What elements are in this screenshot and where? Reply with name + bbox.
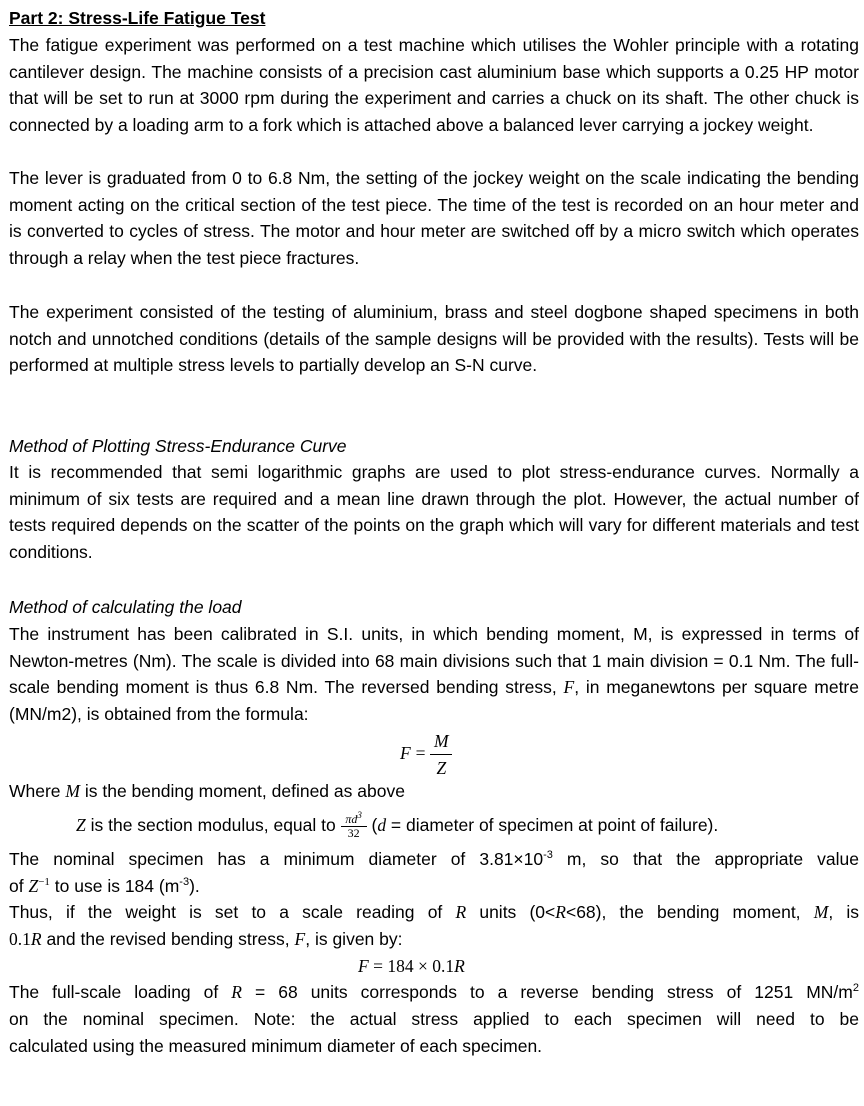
paragraph-experiment: The experiment consisted of the testing of aluminium, brass and steel dogbone shaped specimens in both notch and unnotched conditions (details of the sample designs will be provided with the results). Tests will be performed at multiple stress levels to partially develop an S-N curve. bbox=[9, 302, 859, 376]
full-scale-line-1: The full-scale loading of R = 68 units corresponds to a reverse bending stress of 1251 $MN/m^2$ bbox=[9, 982, 859, 1002]
full-scale-line-2: on the nominal specimen. Note: the actual stress applied to each specimen will need to be bbox=[9, 1009, 859, 1029]
paragraph-machine: The fatigue experiment was performed on a test machine which utilises the Wohler principle with a rotating cantilever design. The machine consists of a precision cast aluminium base which supports a 0.25 HP motor that will be set to run at 3000 rpm during the experiment and carries a chuck on its shaft. The other chuck is connected by a loading arm to a fork which is attached above a balanced lever carrying a jockey weight. bbox=[9, 35, 859, 135]
section-modulus-line: Z is the section modulus, equal to $\frac{\pi d^3}{32}$ (d = diameter of specimen at point of failure). bbox=[76, 809, 719, 840]
full-scale-line-3: calculated using the measured minimum diameter of each specimen. bbox=[9, 1036, 543, 1056]
stress-formula: F = $\frac{M}{Z}$ bbox=[400, 728, 452, 781]
load-intro-paragraph: The instrument has been calibrated in S.I. units, in which bending moment, M, is expressed in terms of Newton-metres (Nm). The scale is divided into 68 main divisions such that 1 main division = 0.1 Nm. The full-scale bending moment is thus 6.8 Nm. The reversed bending stress, F, in meganewtons per square metre (MN/m2), is obtained from the formula: bbox=[9, 624, 859, 724]
load-heading: Method of calculating the load bbox=[9, 597, 242, 617]
nominal-line-2: of $Z^{-1}$ to use is 184 $(m^{-3})$. bbox=[9, 876, 200, 896]
where-m-line: Where M is the bending moment, defined as above bbox=[9, 781, 405, 801]
revised-stress-formula: F = 184 × 0.1R bbox=[358, 956, 465, 976]
plotting-heading: Method of Plotting Stress-Endurance Curve bbox=[9, 436, 347, 456]
paragraph-lever: The lever is graduated from 0 to 6.8 Nm, the setting of the jockey weight on the scale indicating the bending moment acting on the critical section of the test piece. The time of the test is recorded on an hour meter and is converted to cycles of stress. The motor and hour meter are switched off by a micro switch which operates through a relay when the test piece fractures. bbox=[9, 168, 859, 268]
nominal-line-1: The nominal specimen has a minimum diameter of $3.81\times 10^{-3}$ m, so that the appropriate value bbox=[9, 849, 859, 869]
thus-line-2: 0.1R and the revised bending stress, F, is given by: bbox=[9, 929, 403, 949]
plotting-paragraph: It is recommended that semi logarithmic graphs are used to plot stress-endurance curves. Normally a minimum of six tests are required and a mean line drawn through the plot. However, the actual number of tests required depends on the scatter of the points on the graph which will vary for different materials and test conditions. bbox=[9, 462, 859, 562]
thus-line-1: Thus, if the weight is set to a scale reading of R units (0<R<68), the bending moment, M, is bbox=[9, 902, 859, 922]
section-title: Part 2: Stress-Life Fatigue Test bbox=[9, 8, 266, 28]
